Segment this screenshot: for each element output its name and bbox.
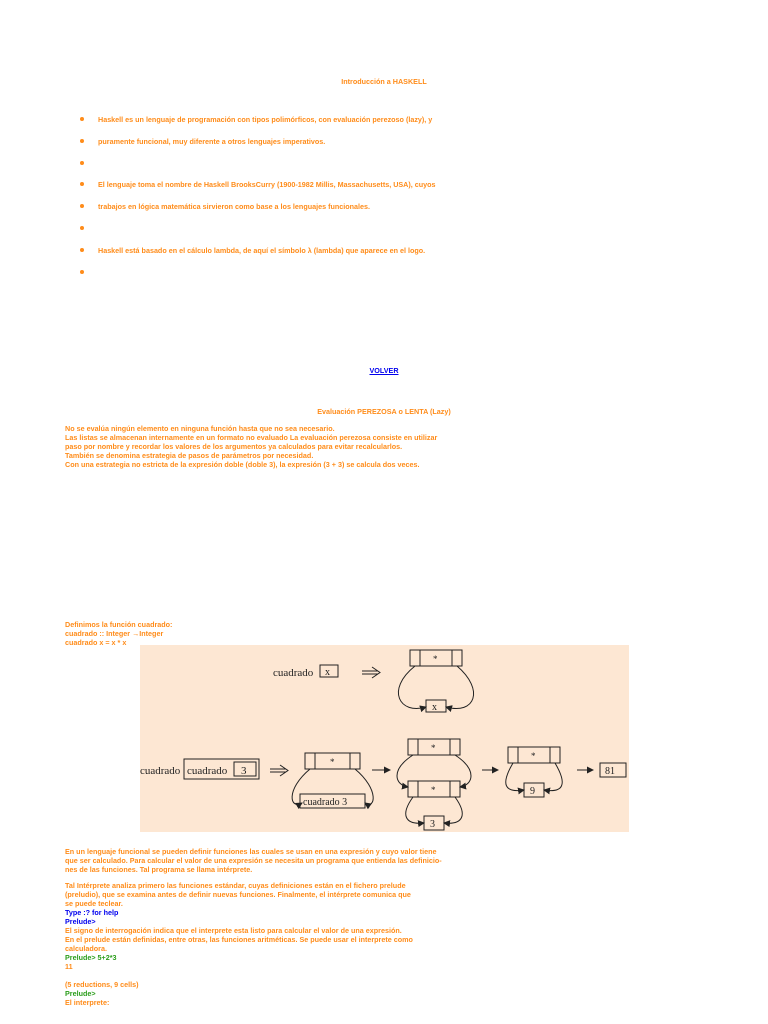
volver-link-row <box>0 366 768 375</box>
bullet-icon <box>80 204 84 208</box>
star-label: * <box>531 751 536 761</box>
interp-paragraph-2: Tal Intérprete analiza primero las funciones estándar, cuyas definiciones están en el fichero prelude (preludio), que se examina antes de definir nuevas funciones. Finalmente, el intérprete comunica que se puede teclear. Type :? for help Prelude> El signo de interrogación indica que el interprete esta listo para calcular el valor de una expresión. En el prelude están definidas, entre otras, las funciones aritméticas. Se puede usar el interprete como calculadora. Prelude> 5+2*3 11 (5 reductions, 9 cells) Prelude> El interprete: <box>65 881 413 1007</box>
prelude-prompt-2: Prelude> <box>65 989 96 998</box>
apply-result-label: cuadrado 3 <box>303 797 348 808</box>
x-node-label: x <box>432 702 437 713</box>
star-label: * <box>330 757 335 767</box>
intro-title: Introducción a HASKELL <box>341 77 427 86</box>
arg-3-label: 3 <box>241 765 247 777</box>
arg-3-node-label: 3 <box>430 819 435 830</box>
bullet-icon <box>80 117 84 121</box>
type-help-line: Type :? for help <box>65 908 119 917</box>
interp-stats: (5 reductions, 9 cells) <box>65 980 139 989</box>
result-label: 81 <box>605 766 615 777</box>
bullet-icon <box>80 161 84 165</box>
arg-x-label: x <box>325 667 330 678</box>
interp-output: 11 <box>65 962 73 971</box>
lazy-title: Evaluación PEREZOSA o LENTA (Lazy) <box>317 407 451 416</box>
double-arrow-head <box>280 765 288 776</box>
bullet-icon <box>80 182 84 186</box>
cuadrado-definition: Definimos la función cuadrado: cuadrado :: Integer →Integer cuadrado x = x * x <box>65 620 173 647</box>
double-arrow-head <box>372 667 380 678</box>
prelude-input-line: Prelude> 5+2*3 <box>65 953 117 962</box>
star-label: * <box>431 743 436 753</box>
graph-reduction-figure <box>140 645 629 832</box>
fn-label: cuadrado <box>273 667 314 679</box>
interp-last-line: El interprete: <box>65 998 110 1007</box>
star-label: * <box>433 654 438 664</box>
prelude-prompt: Prelude> <box>65 917 96 926</box>
bullet-icon <box>80 248 84 252</box>
apply-inner-label: cuadrado <box>187 765 228 777</box>
interp-paragraph-1: En un lenguaje funcional se pueden definir funciones las cuales se usan en una expresión y cuyo valor tiene que ser calculado. Para calcular el valor de una expresión se necesita un programa que entienda las definicio- nes de las funciones. Tal programa se llama intérprete. <box>65 847 442 874</box>
spacer <box>65 971 413 980</box>
apply-outer-label: cuadrado <box>140 765 181 777</box>
nine-label: 9 <box>530 786 535 797</box>
bullet-icon <box>80 270 84 274</box>
double-arrow <box>362 671 378 674</box>
lazy-paragraph: No se evalúa ningún elemento en ninguna función hasta que no sea necesario. Las listas se almacenan internamente en un formato no evaluado La evaluación perezosa consiste en utilizar paso por nombre y recordar los valores de los argumentos ya calculados para evitar recalcularlos. También se denomina estrategia de pasos de parámetros por necesidad. Con una estrategia no estricta de la expresión doble (doble 3), la expresión (3 + 3) se calcula dos veces. <box>65 424 438 469</box>
volver-link[interactable]: VOLVER <box>369 366 399 375</box>
bullet-icon <box>80 226 84 230</box>
double-arrow <box>270 769 286 772</box>
star-label: * <box>431 785 436 795</box>
graph-reduction-diagram <box>140 645 629 832</box>
bullet-icon <box>80 139 84 143</box>
